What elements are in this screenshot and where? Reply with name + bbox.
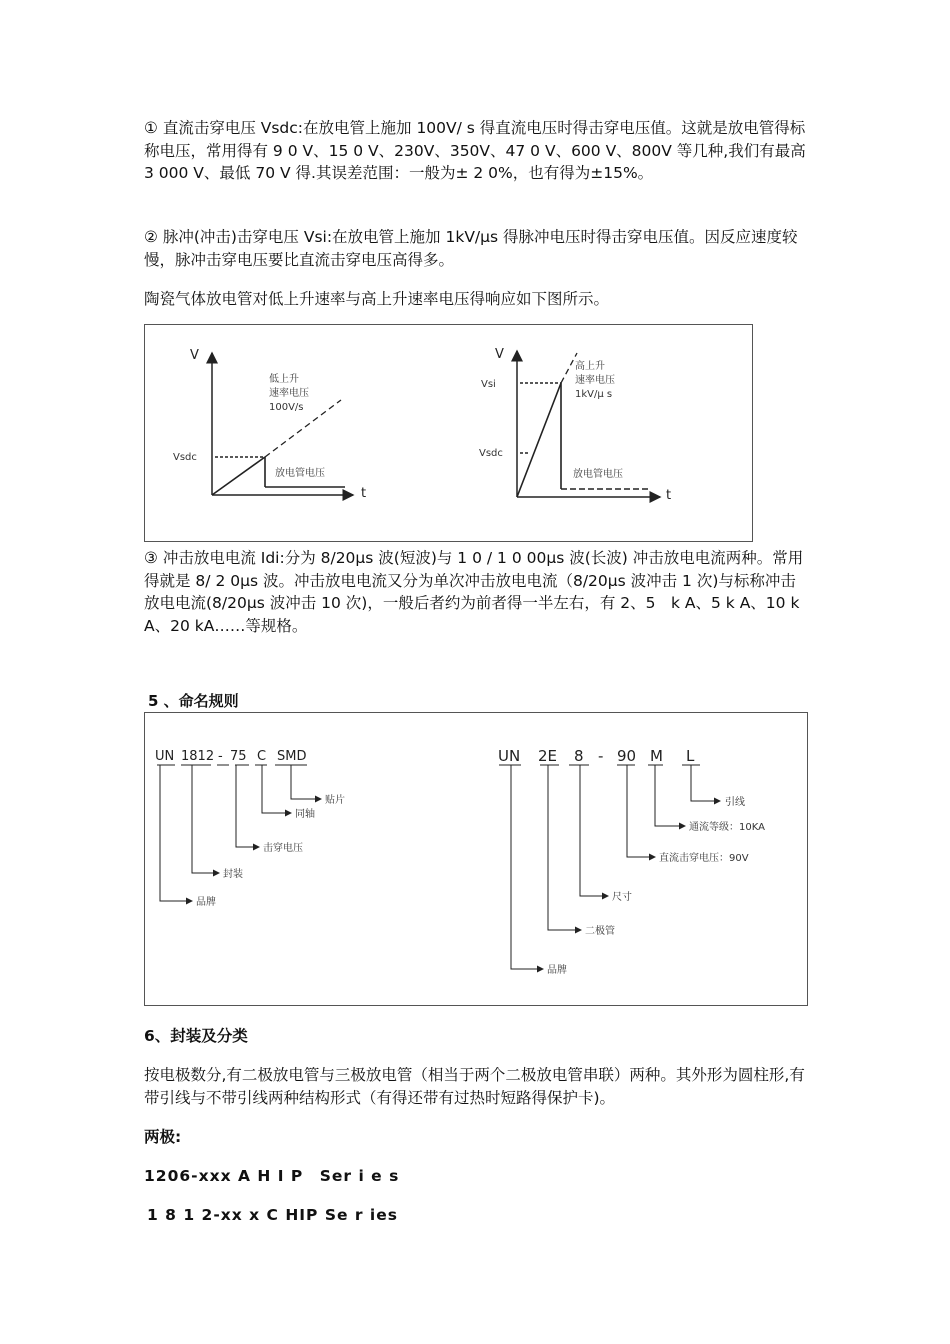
left-code-smd: SMD (277, 749, 307, 764)
right-code-voltage: 90 (617, 747, 637, 765)
left-y-axis-label: V (190, 348, 199, 363)
series-1206: 1206-xxx A H I P Ser i e s (144, 1167, 400, 1185)
right-note-line-3: 1kV/μ s (575, 389, 613, 400)
response-figure (144, 324, 753, 542)
paragraph-impulse-current: ③ 冲击放电电流 Idi:分为 8/20μs 波(短波)与 1 0 / 1 0 00μs 波(长波) 冲击放电电流两种。常用得就是 8/ 2 0μs 波。冲击放电电流又分为单次冲击放电电流（8/20μs 波冲击 1 次)与标称冲击放电电流(8/20μs 波冲击 10 次)，一般后者约为前者得一半左右，有 2、5 k A、5 k A、10 k A、20 kA……等规格。 (144, 549, 804, 635)
right-note-line-2: 速率电压 (575, 375, 615, 386)
left-code-coax: C (257, 749, 267, 764)
paragraph-package-types: 按电极数分,有二极放电管与三极放电管（相当于两个二极放电管串联）两种。其外形为圆柱形,有带引线与不带引线两种结构形式（有得还带有过热时短路得保护卡)。 (144, 1066, 805, 1107)
left-label-coax: 同轴 (295, 809, 315, 820)
section-heading-naming: 5 、命名规则 (148, 692, 239, 710)
left-label-brand: 品牌 (196, 897, 216, 908)
right-label-type: 二极管 (585, 926, 615, 937)
right-vsdc-label: Vsdc (479, 448, 503, 459)
right-label-size: 尺寸 (612, 892, 632, 903)
section-heading-package: 6、封装及分类 (144, 1027, 248, 1045)
right-code-size: 8 (574, 747, 584, 765)
left-code-brand: UN (155, 749, 175, 764)
left-curve-label: 放电管电压 (275, 468, 325, 479)
right-code-type: 2E (538, 747, 558, 765)
left-x-axis-label: t (361, 486, 367, 501)
right-code-lead: L (686, 747, 695, 765)
right-x-axis-label: t (666, 488, 672, 503)
two-pole-heading: 两极: (144, 1128, 182, 1146)
naming-rule-figure (144, 712, 808, 1006)
left-code-dash: - (218, 749, 223, 764)
right-note-line-1: 高上升 (575, 361, 605, 372)
right-label-current: 通流等级：10KA (689, 822, 765, 833)
right-code-current: M (650, 747, 663, 765)
left-label-package: 封装 (223, 869, 243, 880)
right-code-brand: UN (498, 747, 521, 765)
left-vsdc-label: Vsdc (173, 452, 197, 463)
paragraph-dc-breakdown: ① 直流击穿电压 Vsdc:在放电管上施加 100V/ s 得直流电压时得击穿电压值。这就是放电管得标称电压，常用得有 9 0 V、15 0 V、230V、350V、47 0 V、600 V、800V 等几种,我们有最高 3 000 V、最低 70 V 得.其误差范围：一般为± 2 0%，也有得为±15%。 (144, 119, 806, 182)
low-rate-chart (173, 348, 366, 501)
series-1812: 1 8 1 2-xx x C HIP Se r ies (147, 1206, 398, 1224)
right-y-axis-label: V (495, 347, 504, 362)
right-label-brand: 品牌 (547, 965, 567, 976)
right-code-dash: - (598, 747, 604, 765)
high-rate-chart (479, 347, 671, 503)
right-label-voltage: 直流击穿电压：90V (659, 853, 749, 864)
left-note-line-1: 低上升 (269, 374, 299, 385)
paragraph-response-intro: 陶瓷气体放电管对低上升速率与高上升速率电压得响应如下图所示。 (144, 290, 610, 308)
left-note-line-3: 100V/s (269, 402, 304, 413)
left-code-package: 1812 (181, 749, 215, 764)
left-code-voltage: 75 (230, 749, 247, 764)
left-note-line-2: 速率电压 (269, 388, 309, 399)
left-label-voltage: 击穿电压 (263, 843, 303, 854)
paragraph-impulse-breakdown: ② 脉冲(冲击)击穿电压 Vsi:在放电管上施加 1kV/μs 得脉冲电压时得击穿电压值。因反应速度较慢，脉冲击穿电压要比直流击穿电压高得多。 (144, 228, 798, 269)
right-label-lead: 引线 (725, 797, 745, 808)
right-vsi-label: Vsi (481, 379, 496, 390)
left-label-smd: 贴片 (325, 795, 345, 806)
right-curve-label: 放电管电压 (573, 469, 623, 480)
